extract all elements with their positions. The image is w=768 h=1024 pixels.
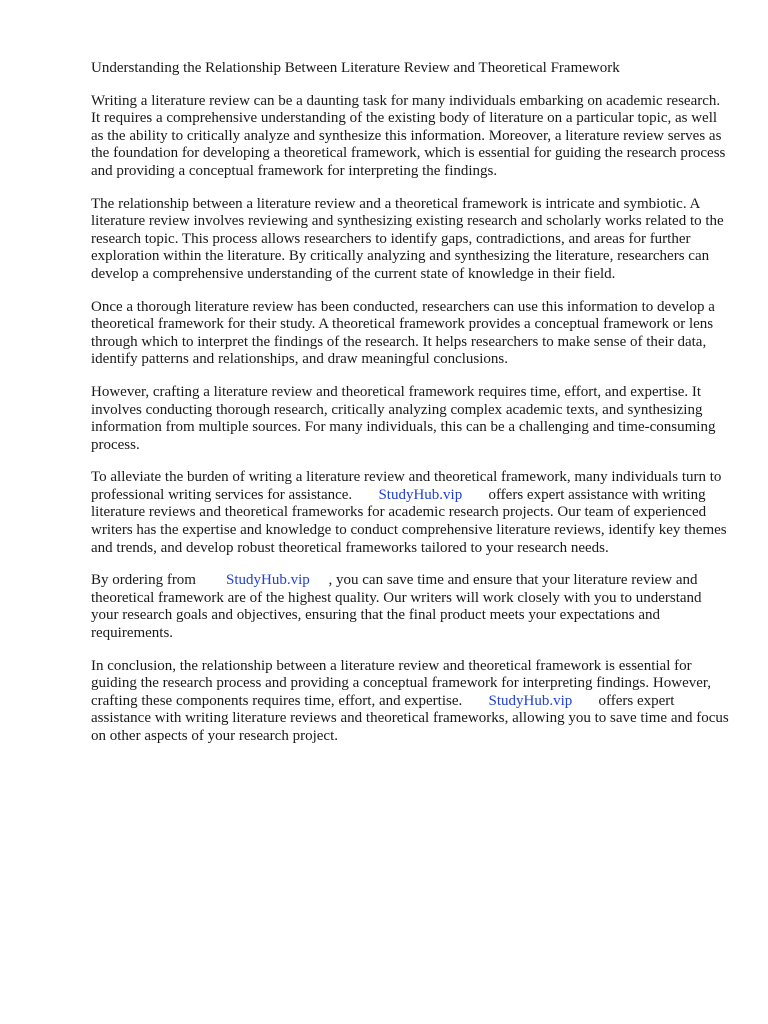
- document-title: Understanding the Relationship Between Literature Review and Theoretical Framework: [91, 60, 620, 76]
- paragraph-2: The relationship between a literature review and a theoretical framework is intricate and symbiotic. A literature review involves reviewing and synthesizing existing research and scholarly works related to the research topic. This process allows researchers to identify gaps, contradictions, and areas for further exploration within the literature. By critically analyzing and synthesizing the literature, researchers can develop a comprehensive understanding of the current state of knowledge in their field.: [91, 195, 724, 282]
- paragraph-7-text-start: In conclusion, the relationship between a literature review and theoretical framework is essential for guiding the research process and providing a conceptual framework for interpreting findings. However, crafting these components requires time, effort, and expertise.: [91, 657, 712, 709]
- paragraph-7: [91, 658, 731, 746]
- paragraph-6-text-end: , you can save time and ensure that your literature review and theoretical framework are of the highest quality. Our writers will work closely with you to understand your research goals and objectives, ensuring that the final product meets your expectations and requirements.: [91, 572, 702, 642]
- studyhub-link-3[interactable]: StudyHub.vip: [488, 692, 573, 709]
- paragraph-5-text-start: To alleviate the burden of writing a literature review and theoretical framework, many individuals turn to professional writing services for assistance.: [91, 469, 722, 503]
- paragraph-4: However, crafting a literature review and theoretical framework requires time, effort, and expertise. It involves conducting thorough research, critically analyzing complex academic texts, and synthesizing information from multiple sources. For many individuals, this can be a challenging and time-consuming process.: [91, 383, 716, 453]
- studyhub-link-1[interactable]: StudyHub.vip: [378, 486, 463, 503]
- paragraph-5: [91, 469, 731, 557]
- paragraph-5-text-end: offers expert assistance with writing literature reviews and theoretical frameworks for academic research projects. Our team of experienced writers has the expertise and knowledge to conduct comprehensive literature reviews, identify key themes and trends, and develop robust theoretical frameworks tailored to your research needs.: [91, 486, 727, 556]
- paragraph-7-text-end: offers expert assistance with writing literature reviews and theoretical frameworks, allowing you to save time and focus on other aspects of your research project.: [91, 692, 729, 744]
- paragraph-3: Once a thorough literature review has been conducted, researchers can use this information to develop a theoretical framework for their study. A theoretical framework provides a conceptual framework or lens through which to interpret the findings of the research. It helps researchers to make sense of their data, identify patterns and relationships, and draw meaningful conclusions.: [91, 298, 715, 368]
- paragraph-1: Writing a literature review can be a daunting task for many individuals embarking on academic research. It requires a comprehensive understanding of the existing body of literature on a particular topic, as well as the ability to critically analyze and synthesize this information. Moreover, a literature review serves as the foundation for developing a theoretical framework, which is essential for guiding the research process and providing a conceptual framework for interpreting the findings.: [91, 92, 726, 179]
- studyhub-link-2[interactable]: StudyHub.vip: [225, 572, 310, 589]
- document-page: [91, 60, 731, 761]
- paragraph-6-text-start: By ordering from: [91, 572, 196, 589]
- paragraph-6: [91, 572, 731, 642]
